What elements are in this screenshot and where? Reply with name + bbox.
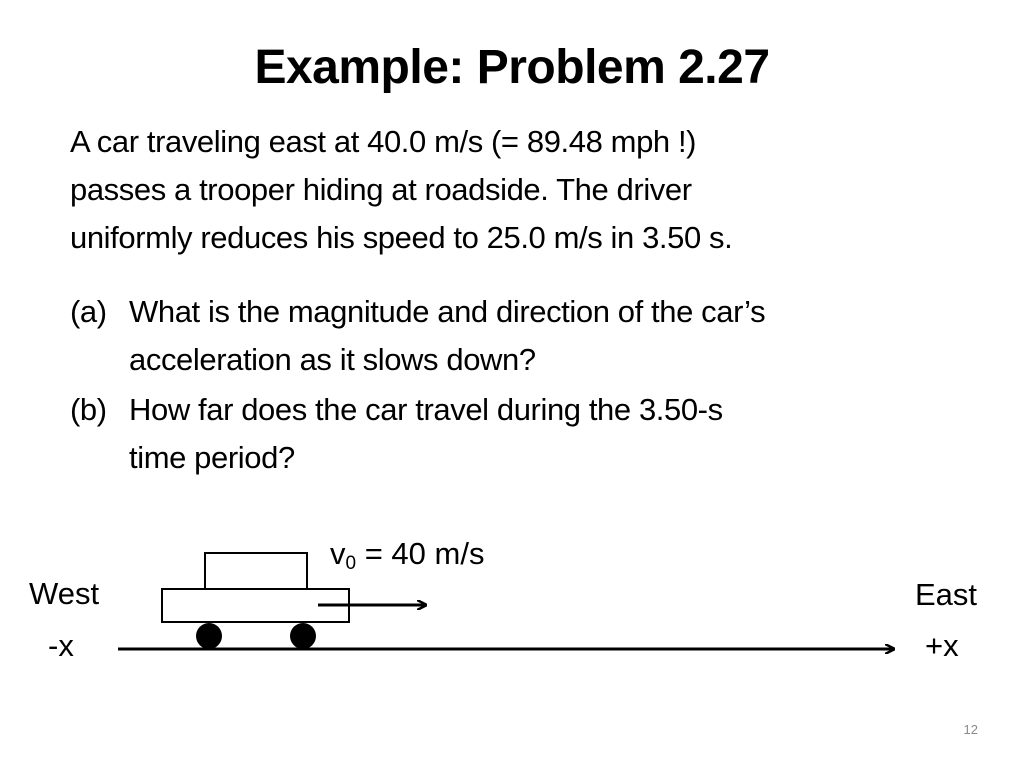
- question-a-line-1: What is the magnitude and direction of the car’s: [129, 294, 766, 329]
- velocity-label: [330, 534, 484, 584]
- question-b-label: (b): [70, 392, 107, 427]
- problem-line-1: A car traveling east at 40.0 m/s (= 89.48 mph !): [70, 124, 697, 159]
- positive-x-label: +x: [925, 628, 959, 663]
- problem-line-2: passes a trooper hiding at roadside. The driver: [70, 172, 692, 207]
- question-b-line-1: How far does the car travel during the 3.50-s: [129, 392, 723, 427]
- question-a-label: (a): [70, 294, 107, 329]
- slide-number: 12: [963, 722, 978, 737]
- velocity-symbol: v: [330, 536, 346, 571]
- east-label: East: [915, 577, 978, 612]
- slide-title: Example: Problem 2.27: [254, 41, 770, 94]
- car-front-wheel: [290, 623, 316, 649]
- west-label: West: [29, 576, 100, 611]
- velocity-value: = 40 m/s: [356, 536, 485, 571]
- question-a-line-2: acceleration as it slows down?: [129, 342, 536, 377]
- car-cabin: [205, 553, 307, 589]
- velocity-subscript: 0: [345, 553, 357, 574]
- problem-line-3: uniformly reduces his speed to 25.0 m/s in 3.50 s.: [70, 220, 733, 255]
- car-rear-wheel: [196, 623, 222, 649]
- negative-x-label: -x: [48, 628, 74, 663]
- question-b-line-2: time period?: [129, 440, 295, 475]
